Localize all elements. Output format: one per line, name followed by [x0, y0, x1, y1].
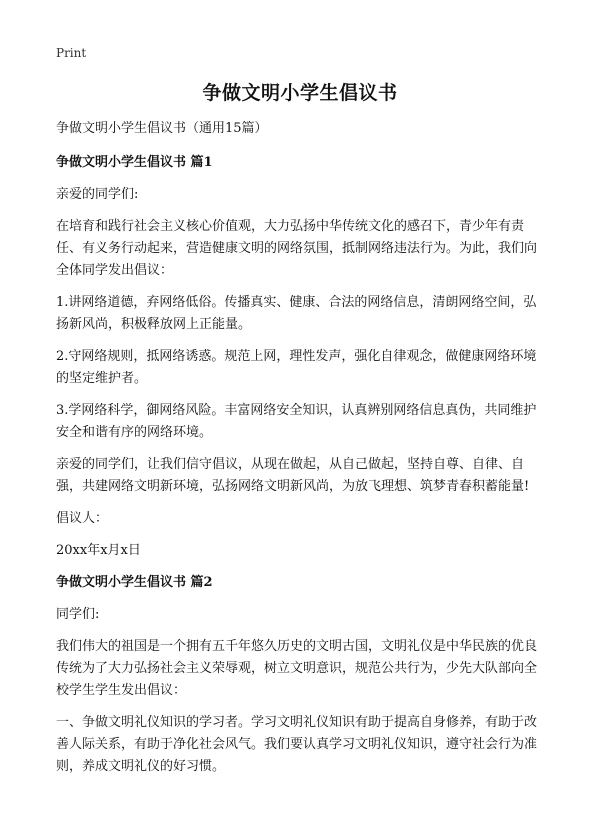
- section1-closing: 亲爱的同学们，让我们信守倡议，从现在做起，从自己做起，坚持自尊、自律、自强，共建网络文明新环境，弘扬网络文明新风尚，为放飞理想、筑梦青春积蓄能量!: [56, 457, 530, 494]
- section2-greeting: 同学们:: [56, 607, 100, 622]
- section1-intro: 在培育和践行社会主义核心价值观，大力弘扬中华传统文化的感召下，青少年有责任、有义务行动起来，营造健康文明的网络氛围，抵制网络违法行为。为此，我们向全体同学发出倡议：: [56, 219, 538, 278]
- section1-item-1: 1.讲网络道德，弃网络低俗。传播真实、健康、合法的网络信息，清朗网络空间，弘扬新风尚，积极释放网上正能量。: [56, 295, 537, 332]
- document-body: [56, 118, 548, 788]
- section-heading-2: 争做文明小学生倡议书 篇2: [56, 575, 213, 590]
- section2-item-1: 一、争做文明礼仪知识的学习者。学习文明礼仪知识有助于提高自身修养，有助于改善人际关系，有助于净化社会风气。我们要认真学习文明礼仪知识，遵守社会行为准则，养成文明礼仪的好习惯。: [56, 715, 538, 774]
- document-subtitle: 争做文明小学生倡议书（通用15篇）: [56, 121, 268, 136]
- section1-date: 20xx年x月x日: [56, 543, 141, 558]
- section-heading-1: 争做文明小学生倡议书 篇1: [56, 155, 213, 170]
- section1-item-2: 2.守网络规则，抵网络诱惑。规范上网，理性发声，强化自律观念，做健康网络环境的坚定维护者。: [56, 349, 537, 386]
- section1-item-3: 3.学网络科学，御网络风险。丰富网络安全知识，认真辨别网络信息真伪，共同维护安全和谐有序的网络环境。: [56, 403, 537, 440]
- section2-intro: 我们伟大的祖国是一个拥有五千年悠久历史的文明古国，文明礼仪是中华民族的优良传统为了大力弘扬社会主义荣辱观，树立文明意识，规范公共行为，少先大队部向全校学生学生发出倡议：: [56, 639, 538, 698]
- section1-signer: 倡议人：: [56, 511, 109, 526]
- print-label[interactable]: Print: [56, 46, 87, 60]
- section1-greeting: 亲爱的同学们:: [56, 187, 139, 202]
- page-title: 争做文明小学生倡议书: [202, 82, 398, 104]
